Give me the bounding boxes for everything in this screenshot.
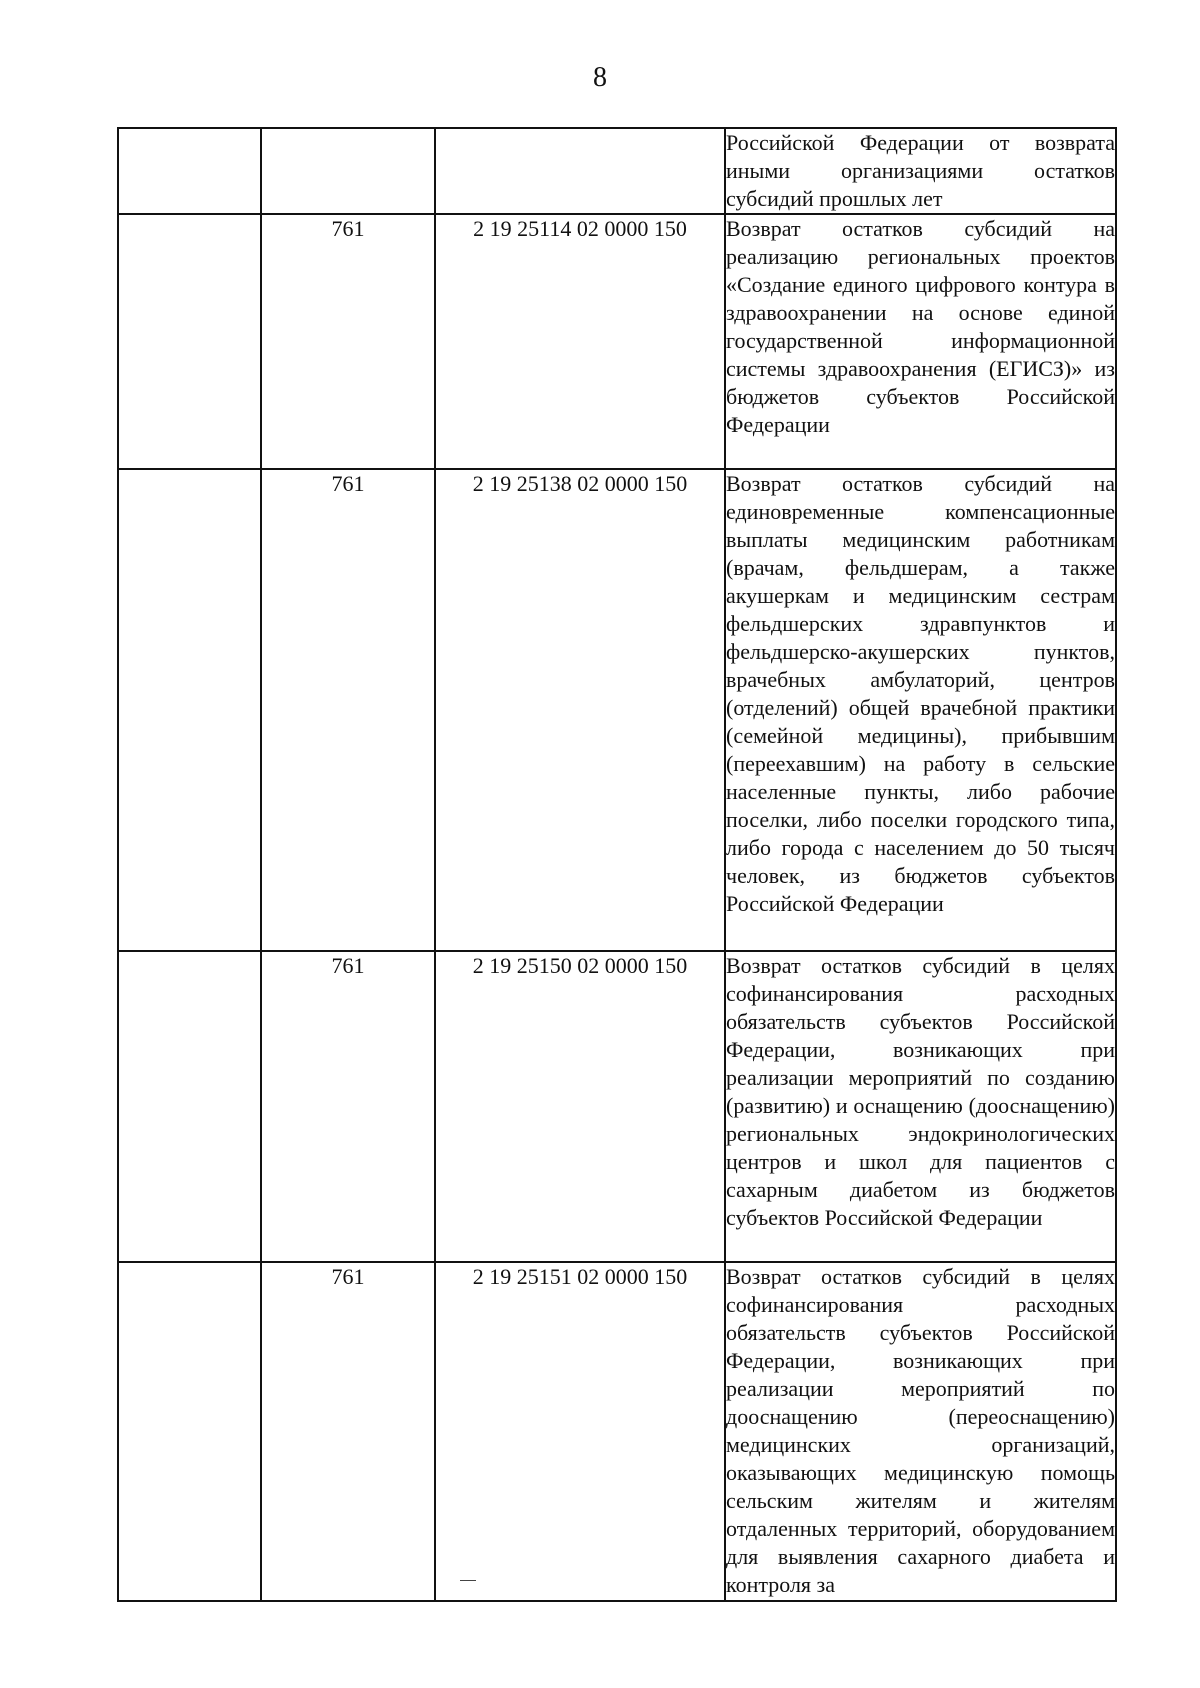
description-cell: Возврат остатков субсидий на единовременные компенсационные выплаты медицинским работникам (врачам, фельдшерам, а также акушеркам и медицинским сестрам фельдшерских здравпунктов и фельдшерско-акушерских пунктов, врачебных амбулаторий, центров (отделений) общей врачебной практики (семейной медицины), прибывшим (переехавшим) на работу в сельские населенные пункты, либо рабочие поселки, либо поселки городского типа, либо города с населением до 50 тысяч человек, из бюджетов субъектов Российской Федерации (725, 469, 1116, 951)
kbk-code-cell: 2 19 25150 02 0000 150 (435, 951, 725, 1262)
empty-cell (118, 951, 261, 1262)
admin-code-cell: 761 (261, 214, 435, 469)
table-row (118, 951, 1116, 1262)
table-row (118, 469, 1116, 951)
kbk-code-cell: 2 19 25138 02 0000 150 (435, 469, 725, 951)
table-row (118, 128, 1116, 214)
description-cell: Возврат остатков субсидий на реализацию региональных проектов «Создание единого цифрового контура в здравоохранении на основе единой государственной информационной системы здравоохранения (ЕГИСЗ)» из бюджетов субъектов Российской Федерации (725, 214, 1116, 469)
empty-cell (118, 214, 261, 469)
admin-code-cell: 761 (261, 469, 435, 951)
kbk-code-cell: 2 19 25114 02 0000 150 (435, 214, 725, 469)
description-cell: Возврат остатков субсидий в целях софинансирования расходных обязательств субъектов Российской Федерации, возникающих при реализации мероприятий по дооснащению (переоснащению) медицинских организаций, оказывающих медицинскую помощь сельским жителям и жителям отдаленных территорий, оборудованием для выявления сахарного диабета и контроля за (725, 1262, 1116, 1601)
description-cell: Возврат остатков субсидий в целях софинансирования расходных обязательств субъектов Российской Федерации, возникающих при реализации мероприятий по созданию (развитию) и оснащению (дооснащению) региональных эндокринологических центров и школ для пациентов с сахарным диабетом из бюджетов субъектов Российской Федерации (725, 951, 1116, 1262)
admin-code-cell: 761 (261, 1262, 435, 1601)
description-cell: Российской Федерации от возврата иными организациями остатков субсидий прошлых лет (725, 128, 1116, 214)
budget-classification-table (117, 127, 1117, 1602)
scan-mark (460, 1580, 476, 1581)
kbk-code-cell (435, 128, 725, 214)
empty-cell (118, 1262, 261, 1601)
empty-cell (118, 128, 261, 214)
admin-code-cell: 761 (261, 951, 435, 1262)
admin-code-cell (261, 128, 435, 214)
kbk-code-cell: 2 19 25151 02 0000 150 (435, 1262, 725, 1601)
empty-cell (118, 469, 261, 951)
table-row (118, 1262, 1116, 1601)
page-number: 8 (593, 62, 607, 93)
table-row (118, 214, 1116, 469)
